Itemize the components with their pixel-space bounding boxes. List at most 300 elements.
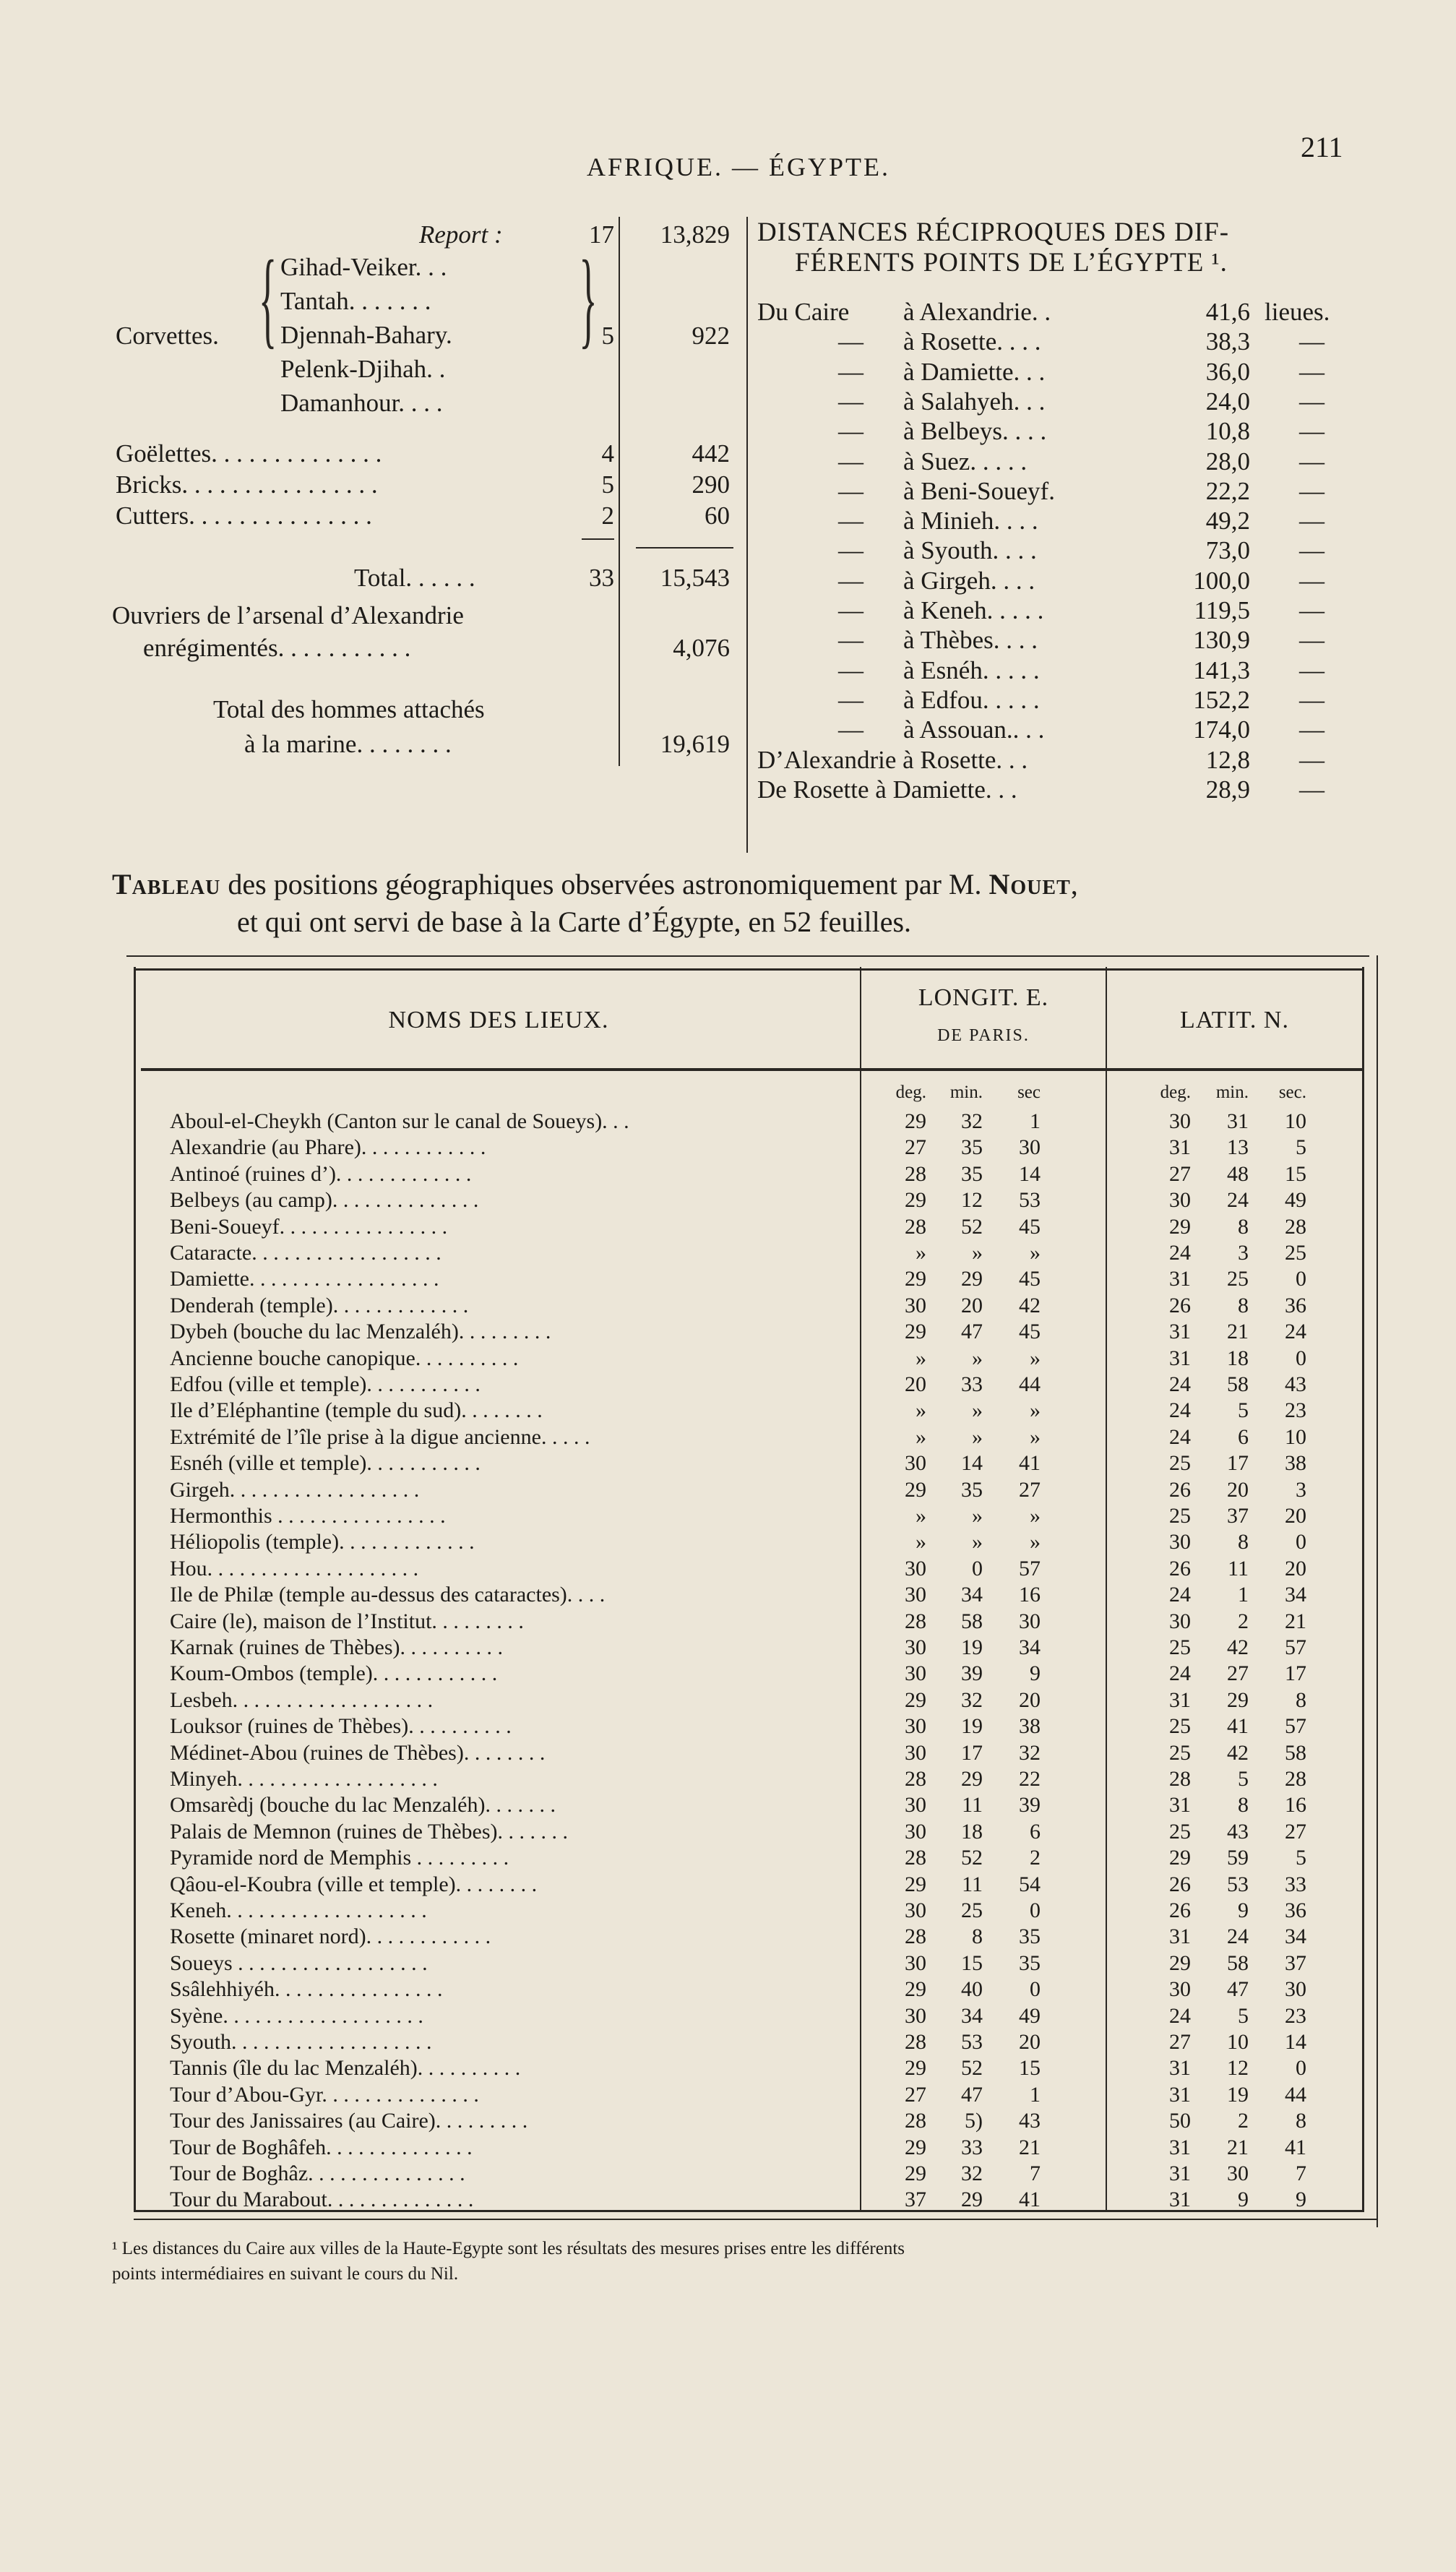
latitude-min: 31: [1227, 1109, 1249, 1133]
latitude-deg: 31: [1169, 1346, 1191, 1370]
longitude-min: 40: [961, 1977, 983, 2001]
place-name: Tour des Janissaires (au Caire). . . . . . . . .: [170, 2109, 528, 2133]
corvette-name: Damanhour. . . .: [280, 389, 443, 417]
latitude-sec: 33: [1285, 1872, 1306, 1896]
longitude-deg: 20: [905, 1372, 926, 1396]
distance-value: 73,0: [1205, 536, 1250, 564]
latitude-deg: 30: [1169, 1530, 1191, 1554]
longitude-deg: 37: [905, 2188, 926, 2211]
latitude-min: 58: [1227, 1372, 1249, 1396]
latitude-deg: 25: [1169, 1714, 1191, 1738]
longitude-min: 29: [961, 1767, 983, 1791]
longitude-sec: 45: [1019, 1320, 1041, 1343]
latitude-deg: 31: [1169, 1267, 1191, 1291]
longitude-deg: 30: [905, 2004, 926, 2028]
unit-label: deg.: [1160, 1083, 1191, 1102]
latitude-deg: 25: [1169, 1635, 1191, 1659]
distance-value: 12,8: [1205, 746, 1250, 774]
latitude-min: 48: [1227, 1162, 1249, 1186]
place-name: Aboul-el-Cheykh (Canton sur le canal de Soueys). . .: [170, 1109, 629, 1133]
latitude-sec: 0: [1296, 1267, 1306, 1291]
latitude-sec: 5: [1296, 1846, 1306, 1870]
distance-destination: à Salahyeh. . .: [903, 387, 1046, 416]
bricks-label: Bricks. . . . . . . . . . . . . . . .: [116, 470, 378, 499]
longitude-deg: »: [916, 1241, 926, 1265]
latitude-deg: 30: [1169, 1109, 1191, 1133]
distances-title-1: DISTANCES RÉCIPROQUES DES DIF-: [757, 218, 1230, 247]
distance-destination: à Syouth. . . .: [903, 536, 1037, 564]
longitude-min: 32: [961, 1688, 983, 1712]
longitude-deg: 30: [905, 1820, 926, 1844]
place-name: Palais de Memnon (ruines de Thèbes). . . . . . .: [170, 1820, 569, 1844]
latitude-sec: 20: [1285, 1557, 1306, 1580]
place-name: Girgeh. . . . . . . . . . . . . . . . . .: [170, 1478, 420, 1502]
latitude-sec: 14: [1285, 2030, 1306, 2054]
longitude-min: 19: [961, 1714, 983, 1738]
longitude-min: 25: [961, 1898, 983, 1922]
value-rule: [636, 547, 733, 549]
longitude-sec: 35: [1019, 1951, 1041, 1975]
longitude-sec: 39: [1019, 1793, 1041, 1817]
distance-from: —: [838, 715, 863, 744]
place-name: Qâou-el-Koubra (ville et temple). . . . . . . .: [170, 1872, 538, 1896]
place-name: Keneh. . . . . . . . . . . . . . . . . . .: [170, 1898, 427, 1922]
longitude-min: 17: [961, 1741, 983, 1765]
corvette-name: Gihad-Veiker. . .: [280, 253, 447, 281]
longitude-min: 0: [972, 1557, 983, 1580]
latitude-sec: 15: [1285, 1162, 1306, 1186]
latitude-deg: 24: [1169, 1661, 1191, 1685]
longitude-sec: 30: [1019, 1609, 1041, 1633]
distance-value: 119,5: [1194, 596, 1250, 624]
longitude-min: 58: [961, 1609, 983, 1633]
distance-extra-label: De Rosette à Damiette. . .: [757, 775, 1017, 804]
latitude-min: 8: [1238, 1215, 1249, 1239]
latitude-deg: 24: [1169, 1241, 1191, 1265]
latitude-deg: 25: [1169, 1741, 1191, 1765]
count-rule: [582, 538, 614, 540]
longitude-sec: »: [1030, 1425, 1041, 1449]
latitude-min: 19: [1227, 2083, 1249, 2107]
longitude-min: 14: [961, 1451, 983, 1475]
longitude-sec: 16: [1019, 1583, 1041, 1607]
latitude-sec: 20: [1285, 1504, 1306, 1528]
unit-label: min.: [949, 1083, 983, 1102]
latitude-min: 5: [1238, 1398, 1249, 1422]
latitude-sec: 8: [1296, 2109, 1306, 2133]
latitude-sec: 28: [1285, 1215, 1306, 1239]
latitude-min: 9: [1238, 1898, 1249, 1922]
distance-value: 10,8: [1205, 417, 1250, 445]
place-name: Koum-Ombos (temple). . . . . . . . . . . .: [170, 1661, 498, 1685]
distance-from: —: [838, 387, 863, 416]
longitude-min: 52: [961, 1846, 983, 1870]
latitude-min: 29: [1227, 1688, 1249, 1712]
latitude-sec: 57: [1285, 1635, 1306, 1659]
longitude-min: 34: [961, 2004, 983, 2028]
latitude-sec: 17: [1285, 1661, 1306, 1685]
place-name: Omsarèdj (bouche du lac Menzaléh). . . . . . .: [170, 1793, 556, 1817]
longitude-min: 29: [961, 2188, 983, 2211]
latitude-min: 2: [1238, 1609, 1249, 1633]
latitude-sec: 23: [1285, 2004, 1306, 2028]
place-name: Hou. . . . . . . . . . . . . . . . . . . .: [170, 1557, 419, 1580]
table-frame-top: [126, 955, 1369, 957]
total-label: Total. . . . . .: [354, 564, 475, 592]
latitude-sec: 34: [1285, 1924, 1306, 1948]
corvette-name: Tantah. . . . . . .: [280, 287, 431, 315]
longitude-sec: 9: [1030, 1661, 1041, 1685]
place-name: Lesbeh. . . . . . . . . . . . . . . . . . .: [170, 1688, 434, 1712]
longitude-deg: 30: [905, 1793, 926, 1817]
longitude-min: 15: [961, 1951, 983, 1975]
longitude-min: »: [972, 1504, 983, 1528]
latitude-sec: 44: [1285, 2083, 1306, 2107]
place-name: Syouth. . . . . . . . . . . . . . . . . . .: [170, 2030, 432, 2054]
place-name: Louksor (ruines de Thèbes). . . . . . . . . .: [170, 1714, 512, 1738]
footnote-line1: ¹ Les distances du Caire aux villes de la Haute-Egypte sont les résultats des mesures prises entre les différents: [112, 2239, 905, 2258]
place-name: Médinet-Abou (ruines de Thèbes). . . . . . . .: [170, 1741, 546, 1765]
latitude-min: 12: [1227, 2056, 1249, 2080]
latitude-min: 5: [1238, 1767, 1249, 1791]
footnote-line2: points intermédiaires en suivant le cours du Nil.: [112, 2264, 459, 2284]
latitude-deg: 29: [1169, 1846, 1191, 1870]
place-name: Pyramide nord de Memphis . . . . . . . . .: [170, 1846, 509, 1870]
latitude-min: 13: [1227, 1135, 1249, 1159]
latitude-min: 43: [1227, 1820, 1249, 1844]
distance-value: 100,0: [1193, 567, 1250, 595]
longitude-min: 11: [962, 1793, 983, 1817]
latitude-sec: 43: [1285, 1372, 1306, 1396]
latitude-min: 21: [1227, 2136, 1249, 2159]
latitude-deg: 31: [1169, 2083, 1191, 2107]
distance-value: 174,0: [1193, 715, 1250, 744]
distance-destination: à Girgeh. . . .: [903, 567, 1035, 595]
distance-from: —: [838, 686, 863, 714]
latitude-deg: 29: [1169, 1951, 1191, 1975]
longitude-sec: 38: [1019, 1714, 1041, 1738]
longitude-deg: 30: [905, 1898, 926, 1922]
longitude-sec: 14: [1019, 1162, 1041, 1186]
longitude-deg: 29: [905, 1872, 926, 1896]
distance-value: 41,6: [1205, 298, 1250, 326]
place-name: Hermonthis . . . . . . . . . . . . . . . .: [170, 1504, 446, 1528]
distance-unit: —: [1299, 746, 1324, 774]
place-name: Tour du Marabout. . . . . . . . . . . . . .: [170, 2188, 474, 2211]
latitude-min: 58: [1227, 1951, 1249, 1975]
distance-destination: à Keneh. . . . .: [903, 596, 1044, 624]
latitude-deg: 27: [1169, 2030, 1191, 2054]
place-name: Syène. . . . . . . . . . . . . . . . . . .: [170, 2004, 423, 2028]
longitude-min: 35: [961, 1162, 983, 1186]
latitude-sec: 3: [1296, 1478, 1306, 1502]
place-name: Ile de Philæ (temple au-dessus des cataractes). . . .: [170, 1583, 606, 1607]
longitude-min: 52: [961, 2056, 983, 2080]
longitude-sec: 41: [1019, 1451, 1041, 1475]
longitude-min: 35: [961, 1135, 983, 1159]
latitude-deg: 26: [1169, 1478, 1191, 1502]
distance-value: 28,9: [1205, 775, 1250, 804]
longitude-sec: 44: [1019, 1372, 1041, 1396]
table-frame-outer-right: [1377, 955, 1378, 2227]
place-name: Dybeh (bouche du lac Menzaléh). . . . . . . . .: [170, 1320, 551, 1343]
longitude-min: 47: [961, 2083, 983, 2107]
longitude-sec: 20: [1019, 1688, 1041, 1712]
distance-from: —: [838, 626, 863, 654]
longitude-deg: 29: [905, 1188, 926, 1212]
latitude-deg: 25: [1169, 1504, 1191, 1528]
longitude-deg: 28: [905, 1767, 926, 1791]
distance-unit: —: [1299, 536, 1324, 564]
longitude-min: 29: [961, 1267, 983, 1291]
longitude-deg: 29: [905, 1688, 926, 1712]
longitude-min: »: [972, 1530, 983, 1554]
distance-unit: —: [1299, 447, 1324, 476]
longitude-sec: 0: [1030, 1977, 1041, 2001]
latitude-sec: 41: [1285, 2136, 1306, 2159]
latitude-sec: 34: [1285, 1583, 1306, 1607]
latitude-deg: 31: [1169, 2136, 1191, 2159]
latitude-sec: 36: [1285, 1294, 1306, 1317]
latitude-deg: 26: [1169, 1898, 1191, 1922]
place-name: Edfou (ville et temple). . . . . . . . . . .: [170, 1372, 481, 1396]
latitude-deg: 29: [1169, 1215, 1191, 1239]
distance-unit: —: [1299, 626, 1324, 654]
goelettes-count: 4: [601, 439, 614, 468]
longitude-sec: 15: [1019, 2056, 1041, 2080]
unit-label: sec.: [1278, 1083, 1306, 1102]
longitude-min: 39: [961, 1661, 983, 1685]
distances-title-2: FÉRENTS POINTS DE L’ÉGYPTE ¹.: [795, 248, 1228, 278]
longitude-sec: 21: [1019, 2136, 1041, 2159]
latitude-min: 24: [1227, 1924, 1249, 1948]
latitude-sec: 25: [1285, 1241, 1306, 1265]
place-name: Tour d’Abou-Gyr. . . . . . . . . . . . . . .: [170, 2083, 479, 2107]
latitude-min: 42: [1227, 1635, 1249, 1659]
distance-unit: —: [1299, 327, 1324, 356]
place-name: Cataracte. . . . . . . . . . . . . . . . . .: [170, 1241, 441, 1265]
distance-from: —: [838, 327, 863, 356]
col-rule-names: [860, 967, 861, 2211]
latitude-sec: 0: [1296, 2056, 1306, 2080]
longitude-sec: 1: [1030, 2083, 1041, 2107]
longitude-min: 5): [965, 2109, 983, 2133]
longitude-deg: »: [916, 1530, 926, 1554]
place-name: Soueys . . . . . . . . . . . . . . . . . .: [170, 1951, 428, 1975]
tableau-title-line1: [112, 867, 1078, 901]
place-name: Caire (le), maison de l’Institut. . . . . . . . .: [170, 1609, 524, 1633]
corvette-name: Pelenk-Djihah. .: [280, 355, 446, 383]
latitude-min: 25: [1227, 1267, 1249, 1291]
distance-destination: à Beni-Soueyf.: [903, 477, 1055, 505]
distance-value: 28,0: [1205, 447, 1250, 476]
distance-from: —: [838, 596, 863, 624]
longitude-deg: 30: [905, 1714, 926, 1738]
latitude-min: 21: [1227, 1320, 1249, 1343]
latitude-deg: 31: [1169, 1320, 1191, 1343]
report-label: Report :: [419, 220, 503, 249]
distance-value: 152,2: [1193, 686, 1250, 714]
distance-value: 49,2: [1205, 507, 1250, 535]
latitude-sec: 23: [1285, 1398, 1306, 1422]
distance-value: 36,0: [1205, 358, 1250, 386]
table-frame-left: [134, 967, 136, 2211]
longitude-sec: 20: [1019, 2030, 1041, 2054]
latitude-min: 9: [1238, 2188, 1249, 2211]
header-longitude: LONGIT. E.: [918, 984, 1049, 1011]
longitude-min: 32: [961, 1109, 983, 1133]
longitude-deg: 28: [905, 1162, 926, 1186]
latitude-min: 20: [1227, 1478, 1249, 1502]
latitude-sec: 0: [1296, 1346, 1306, 1370]
longitude-deg: 28: [905, 1609, 926, 1633]
latitude-deg: 24: [1169, 1398, 1191, 1422]
distance-unit: —: [1299, 477, 1324, 505]
unit-label: deg.: [895, 1083, 926, 1102]
table-frame-outer-bottom: [134, 2219, 1377, 2220]
longitude-deg: 29: [905, 2162, 926, 2185]
latitude-min: 17: [1227, 1451, 1249, 1475]
latitude-min: 47: [1227, 1977, 1249, 2001]
distance-destination: à Suez. . . . .: [903, 447, 1028, 476]
place-name: Esnéh (ville et temple). . . . . . . . . . .: [170, 1451, 481, 1475]
latitude-sec: 27: [1285, 1820, 1306, 1844]
latitude-min: 18: [1227, 1346, 1249, 1370]
latitude-sec: 16: [1285, 1793, 1306, 1817]
latitude-min: 5: [1238, 2004, 1249, 2028]
longitude-sec: 7: [1030, 2162, 1041, 2185]
distance-unit: —: [1299, 358, 1324, 386]
distance-unit: lieues.: [1265, 298, 1330, 326]
place-name: Minyeh. . . . . . . . . . . . . . . . . . .: [170, 1767, 438, 1791]
longitude-min: 32: [961, 2162, 983, 2185]
latitude-min: 42: [1227, 1741, 1249, 1765]
latitude-deg: 24: [1169, 2004, 1191, 2028]
longitude-deg: 28: [905, 1215, 926, 1239]
longitude-deg: 28: [905, 1846, 926, 1870]
latitude-deg: 26: [1169, 1557, 1191, 1580]
longitude-deg: 28: [905, 1924, 926, 1948]
place-name: Damiette. . . . . . . . . . . . . . . . . .: [170, 1267, 439, 1291]
longitude-sec: 1: [1030, 1109, 1041, 1133]
latitude-min: 6: [1238, 1425, 1249, 1449]
page-number: 211: [1301, 131, 1343, 163]
distance-from: —: [838, 477, 863, 505]
latitude-deg: 28: [1169, 1767, 1191, 1791]
latitude-deg: 25: [1169, 1820, 1191, 1844]
distance-value: 38,3: [1205, 327, 1250, 356]
latitude-deg: 30: [1169, 1609, 1191, 1633]
distance-destination: à Alexandrie. .: [903, 298, 1051, 326]
latitude-deg: 50: [1169, 2109, 1191, 2133]
longitude-min: 33: [961, 2136, 983, 2159]
cutters-value: 60: [705, 502, 730, 530]
latitude-sec: 8: [1296, 1688, 1306, 1712]
longitude-sec: 57: [1019, 1557, 1041, 1580]
cutters-count: 2: [601, 502, 614, 530]
latitude-deg: 31: [1169, 2056, 1191, 2080]
longitude-sec: 45: [1019, 1267, 1041, 1291]
latitude-min: 8: [1238, 1294, 1249, 1317]
longitude-sec: 6: [1030, 1820, 1041, 1844]
column-rule: [619, 217, 620, 766]
longitude-min: 35: [961, 1478, 983, 1502]
longitude-min: 19: [961, 1635, 983, 1659]
place-name: Karnak (ruines de Thèbes). . . . . . . . . .: [170, 1635, 503, 1659]
longitude-sec: »: [1030, 1398, 1041, 1422]
distance-destination: à Assouan.. . .: [903, 715, 1045, 744]
longitude-min: »: [972, 1398, 983, 1422]
longitude-sec: 0: [1030, 1898, 1041, 1922]
longitude-min: 33: [961, 1372, 983, 1396]
goelettes-value: 442: [692, 439, 730, 468]
longitude-deg: 29: [905, 1320, 926, 1343]
longitude-sec: »: [1030, 1530, 1041, 1554]
longitude-min: 53: [961, 2030, 983, 2054]
distance-from: —: [838, 507, 863, 535]
latitude-min: 27: [1227, 1661, 1249, 1685]
corvettes-closing-brace: {: [579, 238, 598, 358]
latitude-sec: 21: [1285, 1609, 1306, 1633]
longitude-sec: »: [1030, 1346, 1041, 1370]
latitude-sec: 58: [1285, 1741, 1306, 1765]
distance-from: —: [838, 447, 863, 476]
distance-destination: à Minieh. . . .: [903, 507, 1038, 535]
latitude-sec: 7: [1296, 2162, 1306, 2185]
place-name: Belbeys (au camp). . . . . . . . . . . . . .: [170, 1188, 479, 1212]
corvettes-value: 922: [692, 322, 730, 350]
longitude-min: 8: [972, 1924, 983, 1948]
place-name: Tour de Boghâz. . . . . . . . . . . . . . .: [170, 2162, 465, 2185]
grand-total-line1: Total des hommes attachés: [213, 695, 485, 723]
latitude-deg: 31: [1169, 1688, 1191, 1712]
table-frame-inner-top: [134, 968, 1362, 971]
longitude-deg: »: [916, 1425, 926, 1449]
latitude-sec: 57: [1285, 1714, 1306, 1738]
longitude-min: »: [972, 1241, 983, 1265]
ouvriers-line1: Ouvriers de l’arsenal d’Alexandrie: [112, 601, 464, 629]
longitude-sec: 34: [1019, 1635, 1041, 1659]
longitude-sec: »: [1030, 1241, 1041, 1265]
header-longitude-sub: DE PARIS.: [937, 1026, 1030, 1045]
distance-destination: à Rosette. . . .: [903, 327, 1041, 356]
longitude-sec: 53: [1019, 1188, 1041, 1212]
latitude-deg: 31: [1169, 2188, 1191, 2211]
latitude-sec: 5: [1296, 1135, 1306, 1159]
longitude-min: 11: [962, 1872, 983, 1896]
longitude-sec: 54: [1019, 1872, 1041, 1896]
corvettes-count: 5: [601, 322, 614, 350]
longitude-sec: 42: [1019, 1294, 1041, 1317]
longitude-min: 18: [961, 1820, 983, 1844]
longitude-deg: »: [916, 1504, 926, 1528]
report-count: 17: [589, 220, 614, 249]
longitude-sec: 49: [1019, 2004, 1041, 2028]
longitude-deg: 29: [905, 1478, 926, 1502]
distance-unit: —: [1299, 686, 1324, 714]
header-latitude: LATIT. N.: [1180, 1007, 1289, 1033]
longitude-sec: 22: [1019, 1767, 1041, 1791]
longitude-deg: 30: [905, 1635, 926, 1659]
longitude-deg: 27: [905, 1135, 926, 1159]
longitude-deg: 27: [905, 2083, 926, 2107]
latitude-deg: 27: [1169, 1162, 1191, 1186]
latitude-min: 41: [1227, 1714, 1249, 1738]
distance-value: 130,9: [1193, 626, 1250, 654]
running-head: AFRIQUE. — ÉGYPTE.: [587, 152, 890, 181]
longitude-min: 12: [961, 1188, 983, 1212]
place-name: Alexandrie (au Phare). . . . . . . . . . . .: [170, 1135, 486, 1159]
